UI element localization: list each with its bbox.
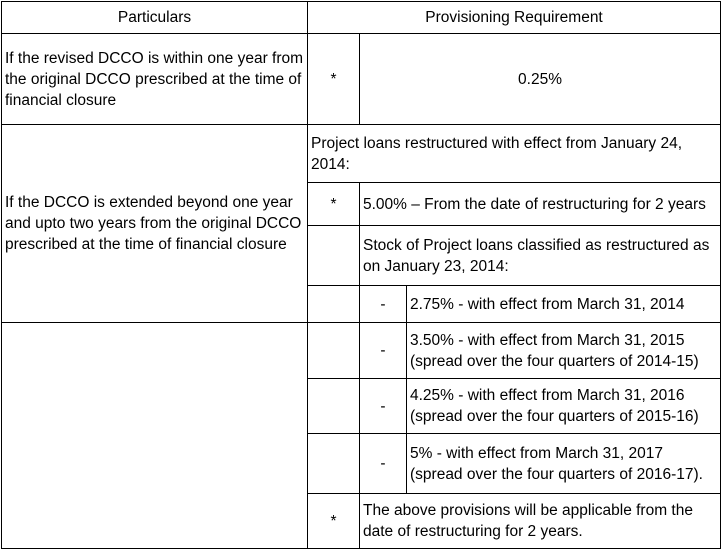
stock1-empty-marker-cell	[308, 286, 360, 323]
note-marker: *	[308, 494, 360, 549]
row2-intro: Project loans restructured with effect from January 24, 2014:	[308, 125, 721, 183]
row2-empty-marker-cell	[308, 226, 360, 286]
row2-particulars: If the DCCO is extended beyond one year and upto two years from the original DCCO prescribed at the time of financial closure	[2, 125, 308, 323]
stock2-text: 3.50% - with effect from March 31, 2015 (spread over the four quarters of 2014-15)	[407, 323, 721, 379]
header-particulars: Particulars	[2, 2, 308, 34]
stock4-empty-marker-cell	[308, 434, 360, 494]
note-text: The above provisions will be applicable from the date of restructuring for 2 years.	[360, 494, 721, 549]
row-stock-item-2	[2, 323, 721, 379]
stock2-empty-marker-cell	[308, 323, 360, 379]
stock1-text: 2.75% - with effect from March 31, 2014	[407, 286, 721, 323]
stock2-bullet: -	[360, 323, 407, 379]
row1-provision-value: 0.25%	[360, 34, 721, 125]
row2-stock-heading: Stock of Project loans classified as restructured as on January 23, 2014:	[360, 226, 721, 286]
stock4-bullet: -	[360, 434, 407, 494]
provisioning-requirement-table	[1, 1, 721, 549]
stock1-bullet: -	[360, 286, 407, 323]
row1-particulars: If the revised DCCO is within one year from the original DCCO prescribed at the time of financial closure	[2, 34, 308, 125]
stock4-text: 5% - with effect from March 31, 2017 (spread over the four quarters of 2016-17).	[407, 434, 721, 494]
row2-first-marker: *	[308, 183, 360, 226]
row-revised-dcco	[2, 34, 721, 125]
row1-marker: *	[308, 34, 360, 125]
stock3-text: 4.25% - with effect from March 31, 2016 (spread over the four quarters of 2015-16)	[407, 379, 721, 434]
row-extended-dcco-intro	[2, 125, 721, 183]
header-row	[2, 2, 721, 34]
stock3-empty-marker-cell	[308, 379, 360, 434]
header-provisioning-requirement: Provisioning Requirement	[308, 2, 721, 34]
stock3-bullet: -	[360, 379, 407, 434]
row3-particulars-empty	[2, 323, 308, 549]
row2-first-provision: 5.00% – From the date of restructuring for 2 years	[360, 183, 721, 226]
